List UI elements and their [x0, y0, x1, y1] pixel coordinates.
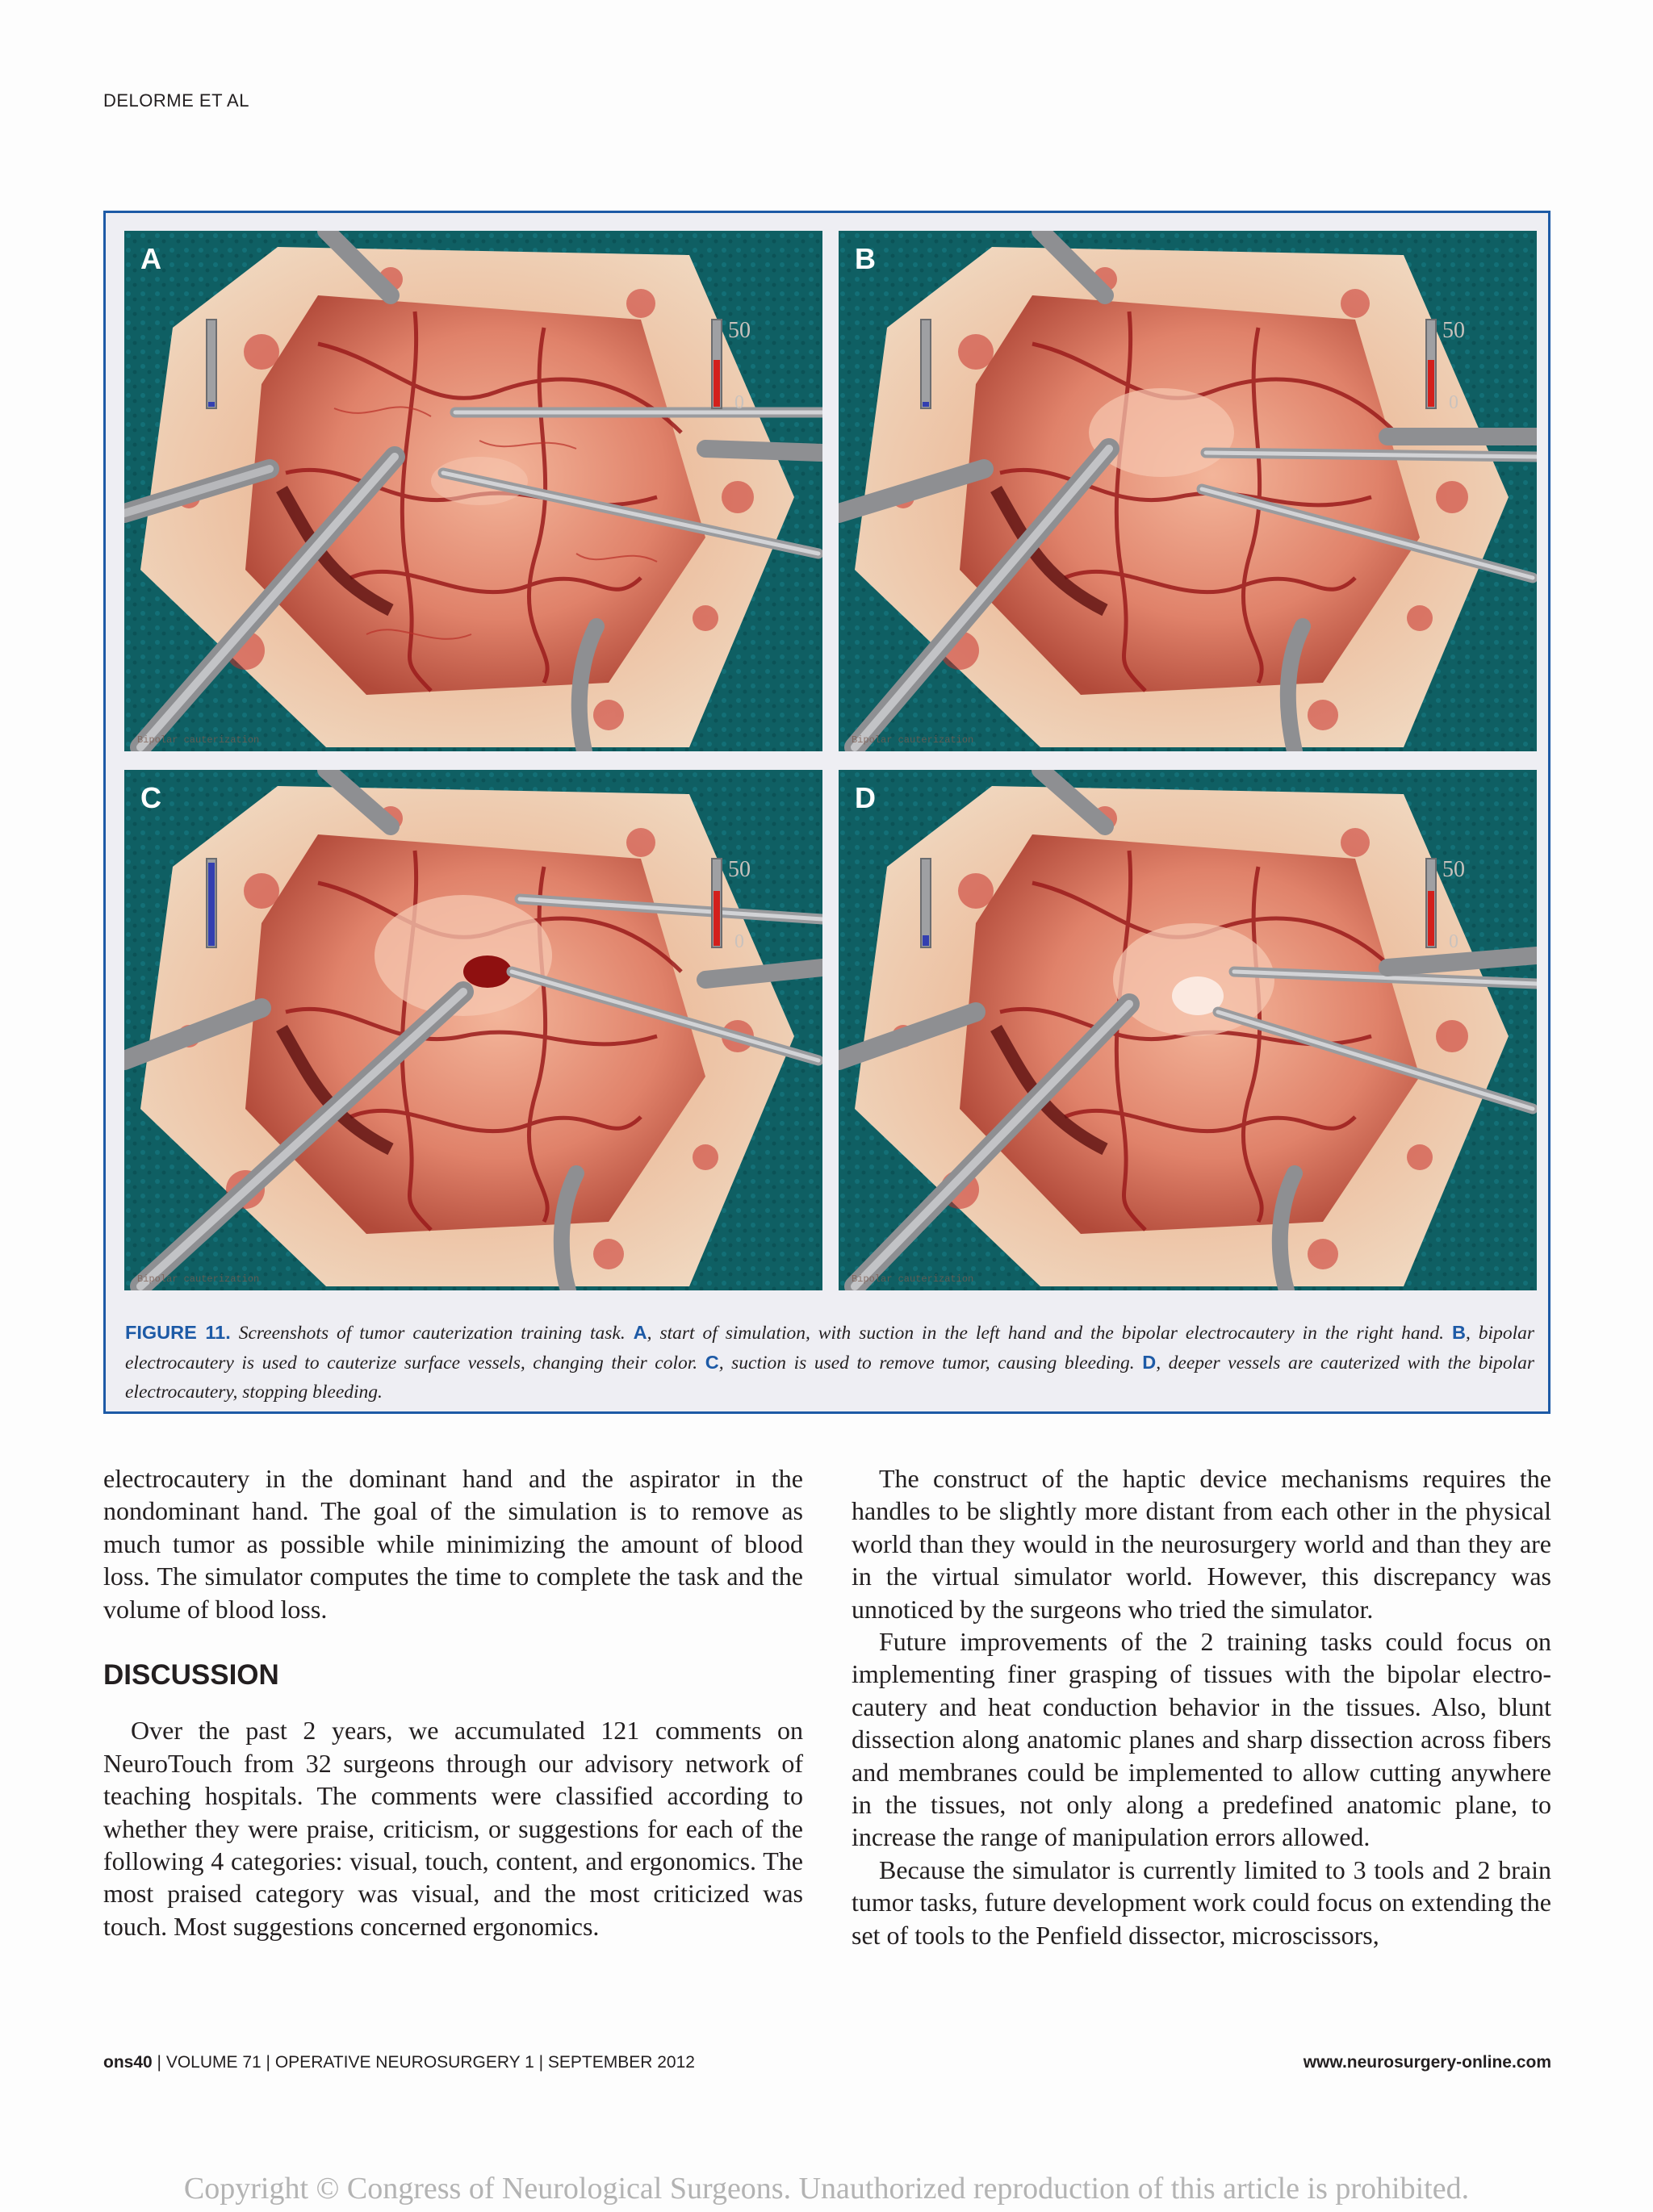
caption-intro: Screenshots of tumor cauterization training task. [238, 1323, 626, 1344]
caption-ref-b: B [1451, 1322, 1466, 1343]
surgical-scene-a [124, 231, 822, 751]
body-paragraph: electrocautery in the dominant hand and the aspirator in the nondominant hand. The goal of the simulation is to remove as much tumor as possible while minimizing the amount of blood loss. The simulator computes the time to complete the task and the volume of blood loss. [103, 1464, 803, 1624]
copyright-notice: Copyright © Congress of Neurological Surgeons. Unauthorized reproduction of this article is prohibited. [183, 2172, 1470, 2206]
footer-page-id: ons40 [103, 2053, 153, 2072]
gauge-min-label-a: 0 [734, 392, 744, 413]
left-column [103, 1462, 803, 1942]
right-column [852, 1462, 1551, 1951]
body-paragraph: Because the simulator is currently limited to 3 tools and 2 brain tumor tasks, future development work could focus on extending the set of tools to the Penfield dissector, microscissors, [852, 1854, 1551, 1950]
body-paragraph: The construct of the haptic device mechanisms requires the handles to be slightly more distant from each other in the physical world than they would in the neurosurgery world and than they are in the virtual simulator world. However, this discrepancy was unnoticed by the surgeons who tried the simulator. [852, 1464, 1551, 1624]
panel-letter-a: A [140, 242, 161, 275]
panel-letter-c: C [140, 781, 161, 814]
body-paragraph: Future improvements of the 2 training tasks could focus on implementing finer grasping of tissues with the bipolar electro-cautery and heat conduction behavior in the tissues. Also, blunt dissection along anatomic planes and sharp dissection across fibers and membranes could be implemented to allow cutting anywhere in the tissues, not only along a predefined anatomic plane, to increase the range of manipulation errors allowed. [852, 1627, 1551, 1852]
figure-panel-a [124, 231, 822, 751]
body-paragraph: Over the past 2 years, we accumulated 121 comments on NeuroTouch from 32 surgeons through our advisory network of teaching hospitals. The comments were classified according to whether they were praise, criticism, or suggestions for each of the following 4 categories: visual, touch, content, and ergonomics. The most praised category was visual, and the most criticized was touch. Most suggestions concerned ergonomics. [103, 1716, 803, 1941]
figure-caption [125, 1318, 1534, 1407]
surgical-scene-d [839, 770, 1537, 1290]
surgical-scene-c [124, 770, 822, 1290]
panel-letter-b: B [855, 242, 876, 275]
overlay-text-d: Bipolar cauterization [852, 1273, 974, 1285]
gauge-max-label-c: 50 [728, 857, 751, 882]
section-heading-discussion: DISCUSSION [103, 1659, 279, 1691]
footer-issue-info [103, 2053, 695, 2072]
gauge-max-label-b: 50 [1442, 318, 1465, 343]
panel-letter-d: D [855, 781, 876, 814]
footer-website-link[interactable]: www.neurosurgery-online.com [1303, 2053, 1551, 2072]
figure-panel-d [839, 770, 1537, 1290]
footer-issue: | VOLUME 71 | OPERATIVE NEUROSURGERY 1 | SEPTEMBER 2012 [157, 2053, 695, 2072]
caption-ref-a: A [633, 1322, 647, 1343]
caption-ref-c: C [705, 1352, 719, 1373]
caption-text-c: , suction is used to remove tumor, causing bleeding. [718, 1353, 1135, 1374]
figure-label: FIGURE 11. [125, 1322, 231, 1343]
caption-text-d: , deeper vessels are cauterized with the bipolar electrocautery, stopping bleeding. [125, 1353, 1535, 1403]
overlay-text-c: Bipolar cauterization [137, 1273, 260, 1285]
caption-ref-d: D [1142, 1352, 1157, 1373]
gauge-max-label-a: 50 [728, 318, 751, 343]
figure-panel-b [839, 231, 1537, 751]
gauge-min-label-c: 0 [734, 931, 744, 952]
gauge-min-label-d: 0 [1449, 931, 1458, 952]
figure-panel-c [124, 770, 822, 1290]
overlay-text-a: Bipolar cauterization [137, 734, 260, 746]
figure-11 [103, 211, 1550, 1414]
gauge-min-label-b: 0 [1449, 392, 1458, 413]
caption-text-a: , start of simulation, with suction in the left hand and the bipolar electrocautery in the right hand. [647, 1323, 1445, 1344]
caption-text-b: , bipolar electrocautery is used to cauterize surface vessels, changing their color. [125, 1323, 1534, 1374]
overlay-text-b: Bipolar cauterization [852, 734, 974, 746]
gauge-max-label-d: 50 [1442, 857, 1465, 882]
surgical-scene-b [839, 231, 1537, 751]
running-head: DELORME ET AL [103, 90, 249, 111]
